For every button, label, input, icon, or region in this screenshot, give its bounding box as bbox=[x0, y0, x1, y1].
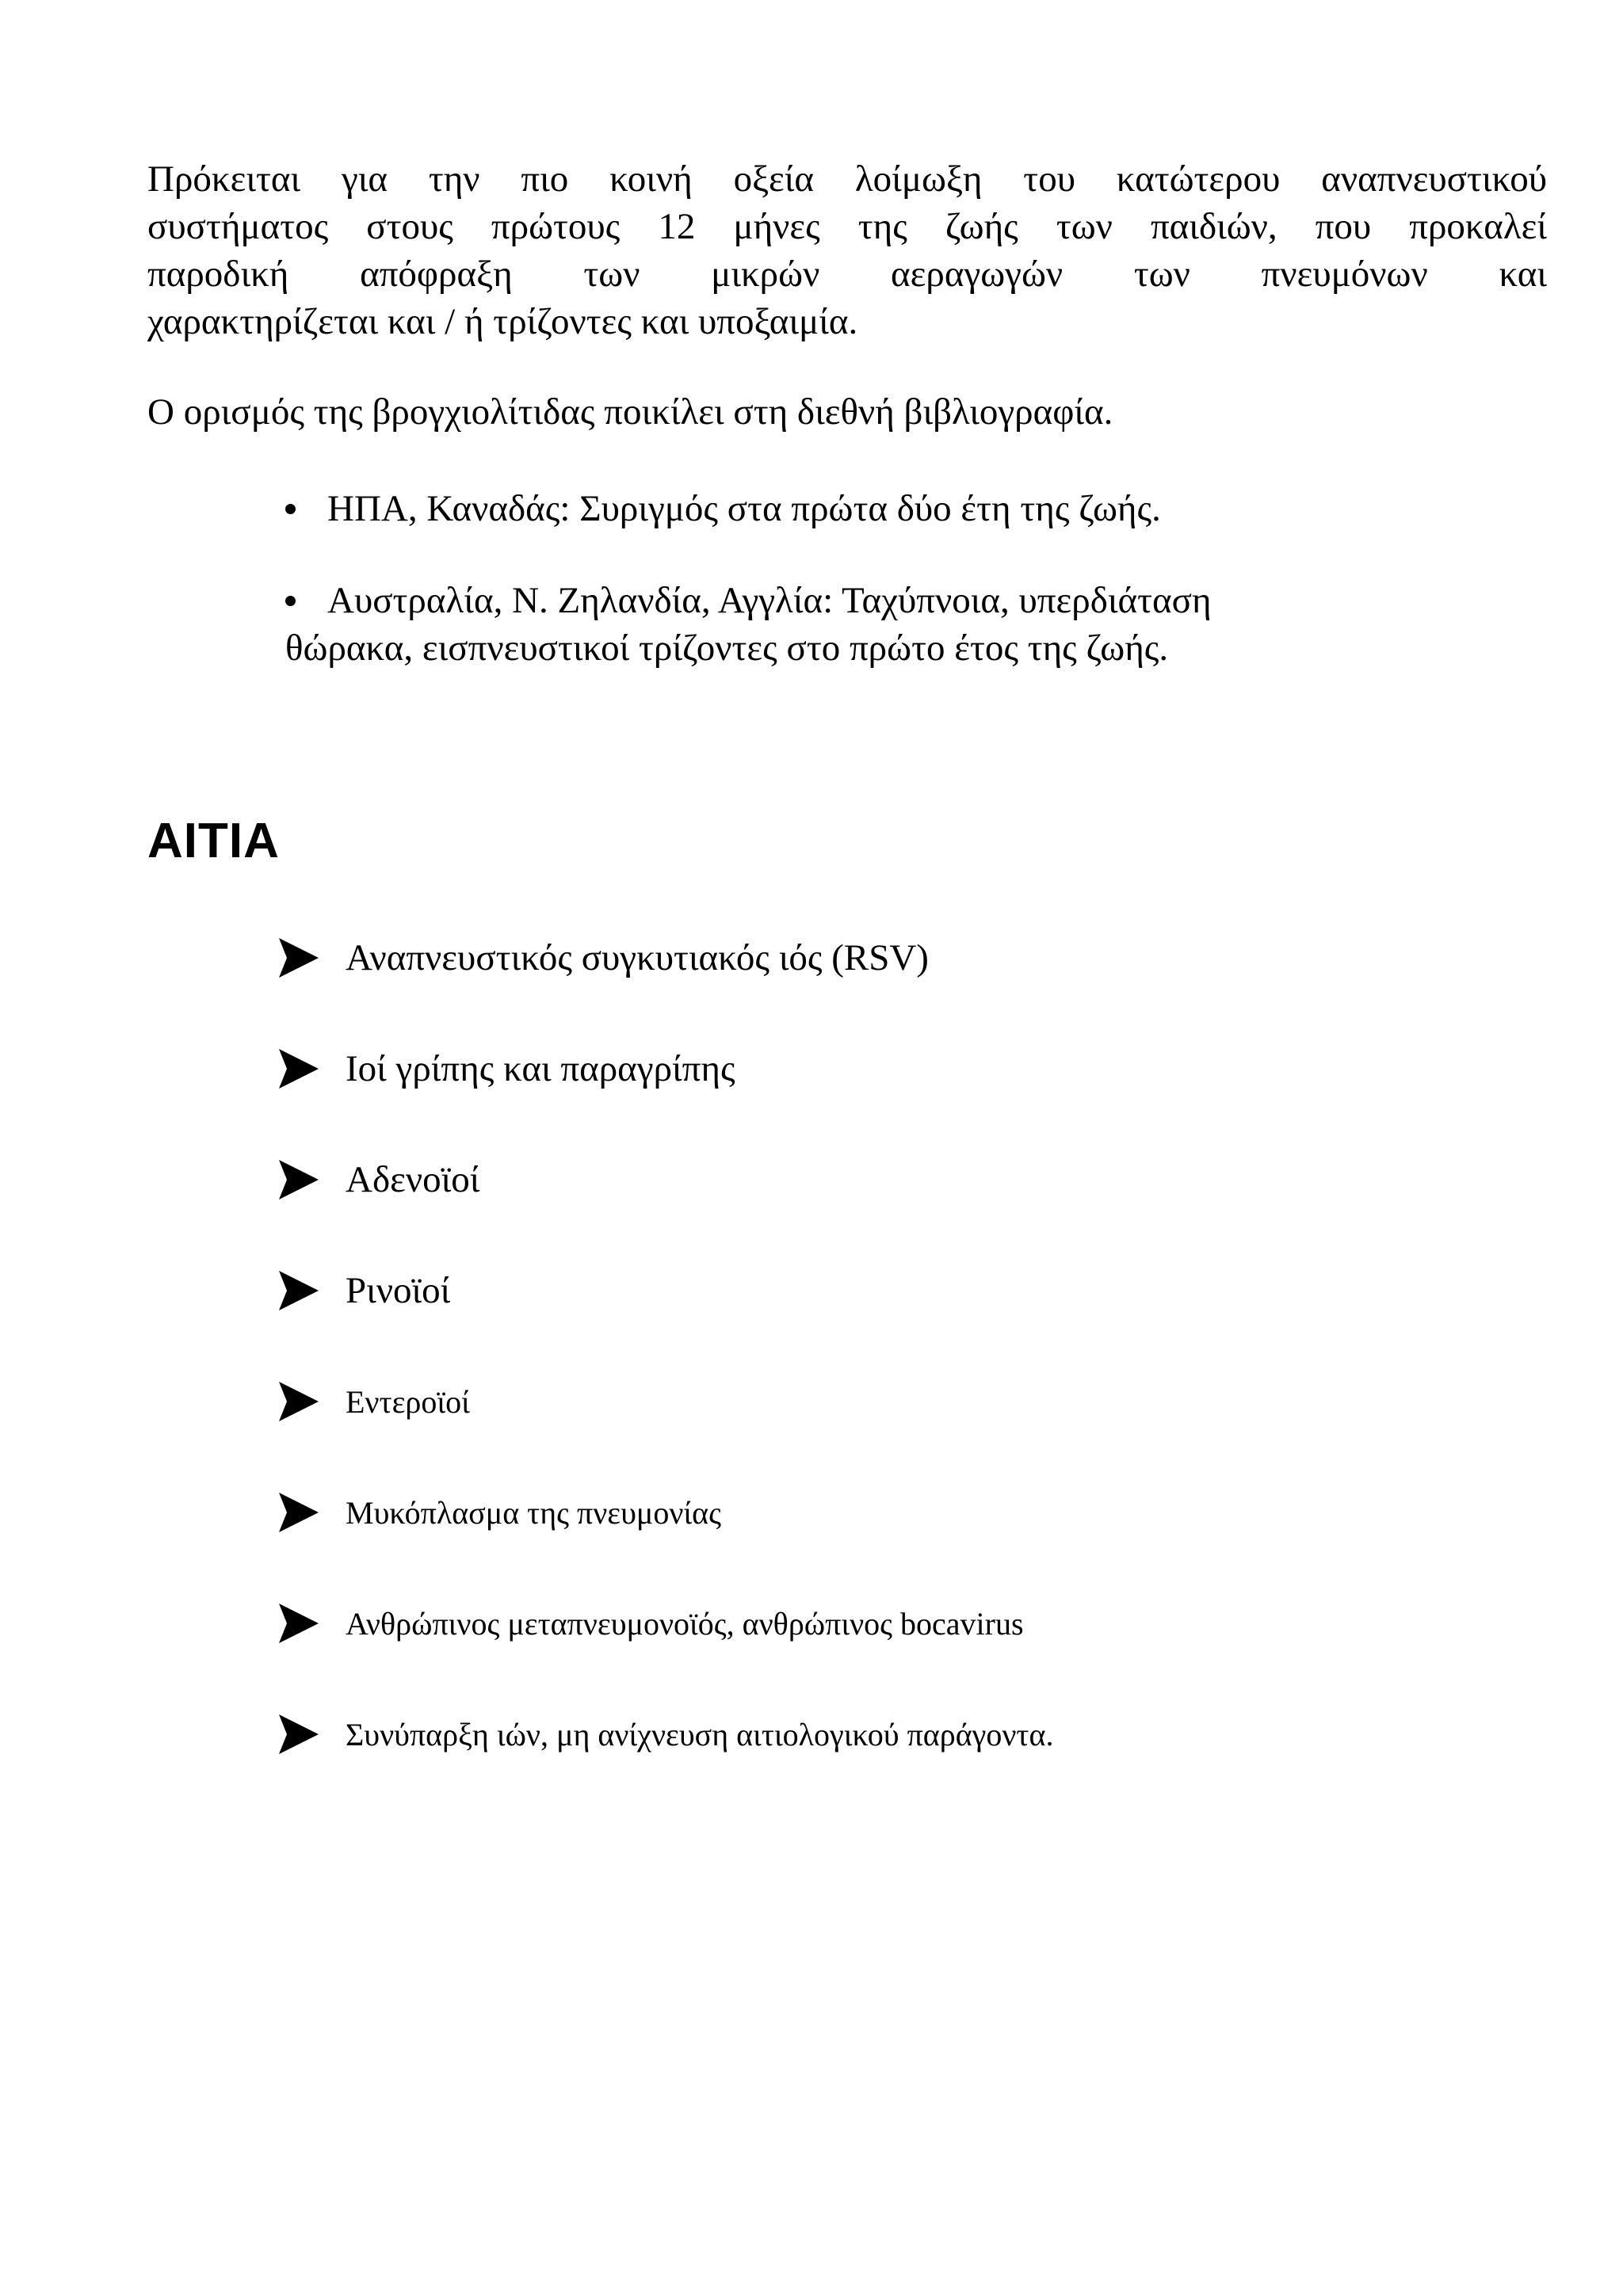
cause-text: Ανθρώπινος μεταπνευμονοϊός, ανθρώπινος bocavirus bbox=[346, 1605, 1024, 1642]
intro-line: Πρόκειται για την πιο κοινή οξεία λοίμωξη του κατώτερου αναπνευστικού bbox=[147, 158, 1547, 200]
cause-list-item bbox=[276, 1713, 1053, 1756]
bullet-dot-icon bbox=[285, 504, 296, 514]
cause-list-item bbox=[276, 1269, 450, 1312]
causes-heading: ΑΙΤΙΑ bbox=[147, 814, 280, 868]
bullet-text: ΗΠΑ, Καναδάς: Συριγμός στα πρώτα δύο έτη της ζωής. bbox=[327, 488, 1161, 529]
arrowhead-bullet-icon bbox=[276, 1047, 322, 1090]
cause-list-item bbox=[276, 936, 929, 979]
bullet-dot-icon bbox=[285, 596, 296, 606]
intro-line: συστήματος στους πρώτους 12 μήνες της ζωής των παιδιών, που προκαλεί bbox=[147, 206, 1547, 247]
arrowhead-bullet-icon bbox=[276, 1713, 322, 1756]
cause-text: Αδενοϊοί bbox=[346, 1159, 480, 1200]
cause-text: Εντεροϊοί bbox=[346, 1383, 470, 1420]
cause-list-item bbox=[276, 1602, 1024, 1645]
arrowhead-bullet-icon bbox=[276, 1158, 322, 1201]
definition-text: Ο ορισμός της βρογχιολίτιδας ποικίλει στη διεθνή βιβλιογραφία. bbox=[147, 391, 1113, 433]
definition-bullet-item bbox=[285, 485, 1161, 532]
bullet-text: Αυστραλία, Ν. Ζηλανδία, Αγγλία: Ταχύπνοια, υπερδιάταση bbox=[327, 580, 1212, 621]
cause-list-item bbox=[276, 1047, 735, 1090]
cause-list-item bbox=[276, 1380, 470, 1423]
definition-bullet-continuation bbox=[285, 624, 1168, 672]
arrowhead-bullet-icon bbox=[276, 1602, 322, 1645]
intro-line: χαρακτηρίζεται και / ή τρίζοντες και υποξαιμία. bbox=[147, 301, 858, 342]
cause-text: Ιοί γρίπης και παραγρίπης bbox=[346, 1048, 735, 1089]
cause-text: Ρινοϊοί bbox=[346, 1270, 451, 1311]
cause-list-item bbox=[276, 1158, 479, 1201]
intro-line: παροδική απόφραξη των μικρών αεραγωγών των πνευμόνων και bbox=[147, 254, 1547, 295]
bullet-text: θώρακα, εισπνευστικοί τρίζοντες στο πρώτο έτος της ζωής. bbox=[285, 627, 1169, 669]
cause-text: Μυκόπλασμα της πνευμονίας bbox=[346, 1494, 721, 1531]
cause-text: Συνύπαρξη ιών, μη ανίχνευση αιτιολογικού παράγοντα. bbox=[346, 1716, 1054, 1753]
cause-text: Αναπνευστικός συγκυτιακός ιός (RSV) bbox=[346, 937, 929, 978]
arrowhead-bullet-icon bbox=[276, 1491, 322, 1534]
arrowhead-bullet-icon bbox=[276, 936, 322, 979]
arrowhead-bullet-icon bbox=[276, 1269, 322, 1312]
definition-bullet-item bbox=[285, 577, 1212, 624]
cause-list-item bbox=[276, 1491, 721, 1534]
definition-paragraph bbox=[147, 388, 1547, 436]
arrowhead-bullet-icon bbox=[276, 1380, 322, 1423]
intro-paragraph bbox=[147, 155, 1547, 345]
